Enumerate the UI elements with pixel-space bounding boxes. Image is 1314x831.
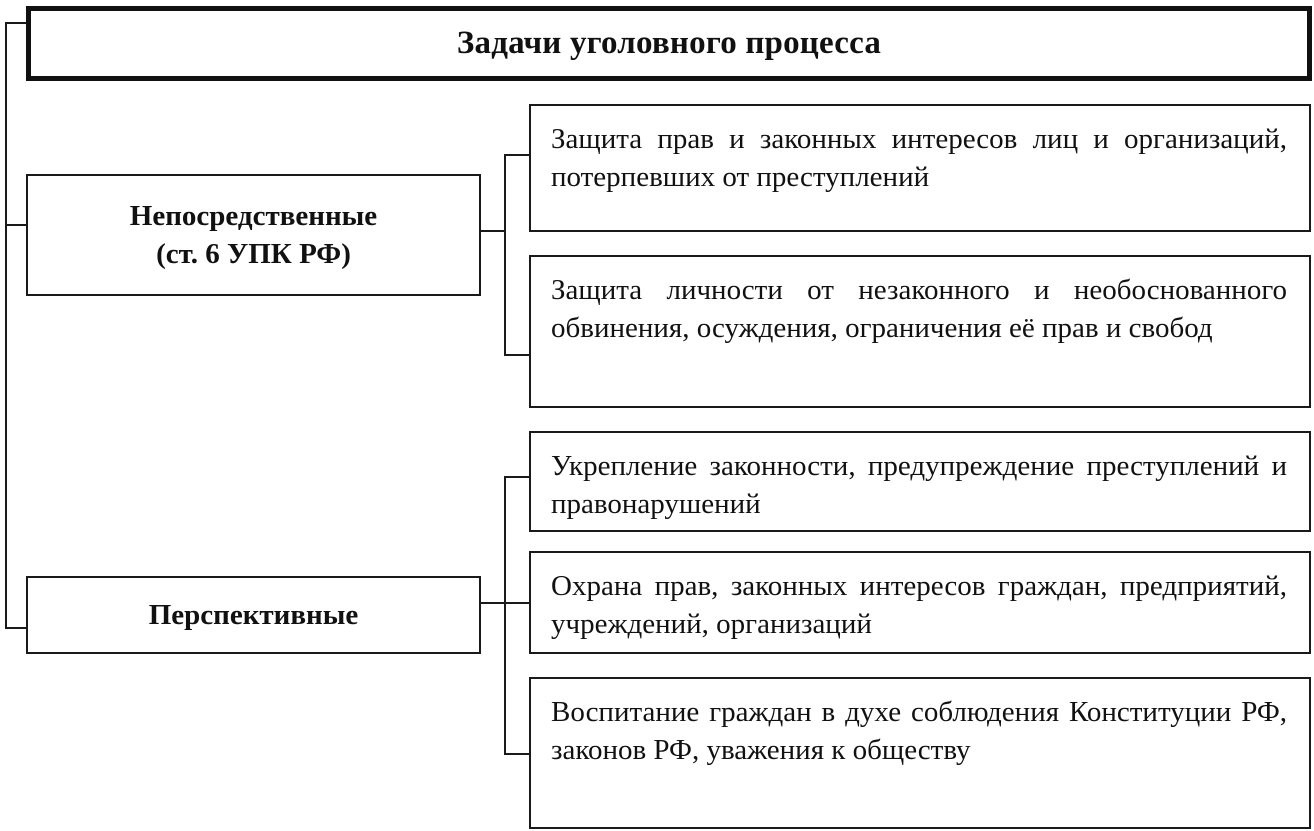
group-1-stem [480,230,506,232]
task-text: Воспитание граждан в духе соблюдения Конституции РФ, законов РФ, уважения к обществу [551,696,1287,766]
category-box-direct [26,174,481,296]
category-1-connector [5,224,27,226]
category-2-connector [5,627,27,629]
diagram-title: Задачи уголовного процесса [456,25,882,61]
group-2-stem [480,602,506,604]
task-box [529,677,1311,829]
group-1-spine [504,154,506,356]
main-spine-connector [5,22,7,629]
category-direct-subtitle: (ст. 6 УПК РФ) [156,238,351,270]
category-box-perspective [26,576,481,654]
category-direct-title: Непосредственные [129,200,378,232]
group-1-branch-2 [504,354,530,356]
title-connector [5,22,27,24]
task-text: Защита прав и законных интересов лиц и организаций, потерпевших от преступлений [551,123,1287,193]
task-box [529,551,1311,654]
group-2-spine [504,476,506,755]
task-box [529,431,1311,532]
task-box [529,104,1311,232]
task-text: Охрана прав, законных интересов граждан, предприятий, учреждений, организаций [551,570,1287,640]
task-text: Защита личности от незаконного и необоснованного обвинения, осуждения, ограничения её прав и свобод [551,274,1287,344]
task-text: Укрепление законности, предупреждение преступлений и правонарушений [551,450,1287,520]
group-2-branch-1 [504,476,530,478]
group-2-branch-3 [504,753,530,755]
group-1-branch-1 [504,154,530,156]
category-perspective-title: Перспективные [148,599,359,631]
diagram-title-box [26,6,1312,81]
group-2-branch-2 [504,602,530,604]
task-box [529,255,1311,408]
